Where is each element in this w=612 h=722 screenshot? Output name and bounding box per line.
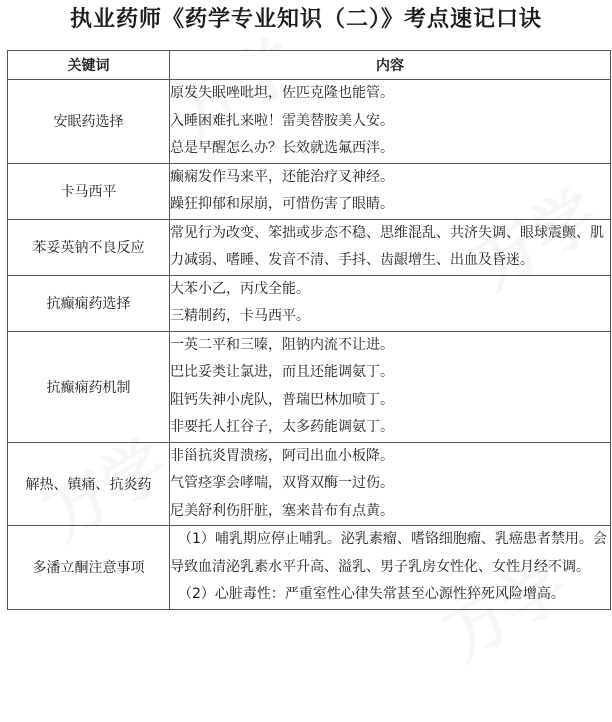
content-paragraph: 常见行为改变、笨拙或步态不稳、思维混乱、共济失调、眼球震颤、肌力减弱、嗜睡、发音不清、手抖、齿龈增生、出血及昏迷。: [170, 224, 604, 268]
header-content: 内容: [170, 51, 611, 80]
content-line: 原发失眠唑吡坦，佐匹克隆也能管。: [170, 85, 394, 101]
keyword-cell: 解热、镇痛、抗炎药: [8, 442, 170, 526]
content-cell: [170, 219, 611, 275]
content-line: 尼美舒利伤肝脏，塞来昔布有点黄。: [170, 502, 394, 519]
content-line: 阻钙失神小虎队，普瑞巴林加喷丁。: [170, 391, 394, 408]
content-line: 气管痉挛会哮喘，双肾双酶一过伤。: [170, 475, 394, 491]
keyword-cell: 卡马西平: [8, 163, 170, 219]
content-cell: [170, 442, 611, 526]
table-row: [8, 331, 611, 442]
table-row: [8, 163, 611, 219]
content-line: 三精制药，卡马西平。: [170, 308, 310, 324]
table-row: [8, 80, 611, 164]
content-cell: [170, 526, 611, 610]
table-row: [8, 442, 611, 526]
page-title: 执业药师《药学专业知识（二）》考点速记口诀: [69, 7, 542, 32]
table-row: [8, 219, 611, 275]
keyword-cell: 苯妥英钠不良反应: [8, 219, 170, 275]
keyword-cell: 抗癫痫药选择: [8, 275, 170, 331]
content-cell: [170, 163, 611, 219]
content-line: 癫痫发作马来平，还能治疗叉神经。: [170, 168, 394, 185]
content-line: 巴比妥类让氯进，而且还能调氨丁。: [170, 364, 394, 380]
keyword-cell: 抗癫痫药机制: [8, 331, 170, 442]
header-keyword: 关键词: [8, 51, 170, 80]
content-line: 非要托人扛谷子，太多药能调氨丁。: [170, 419, 394, 435]
content-cell: [170, 331, 611, 442]
content-cell: [170, 80, 611, 164]
content-cell: [170, 275, 611, 331]
keyword-cell: 多潘立酮注意事项: [8, 526, 170, 610]
keyword-cell: 安眠药选择: [8, 80, 170, 164]
table-header-row: [8, 51, 611, 80]
content-line: 躁狂抑郁和尿崩，可惜伤害了眼睛。: [170, 196, 394, 212]
content-line: 入睡困难扎来啦！雷美替胺美人安。: [170, 112, 394, 129]
content-line: 一英二平和三嗪，阻钠内流不让进。: [170, 336, 394, 353]
mnemonic-table: [7, 50, 611, 610]
content-line: 非甾抗炎胃溃疡，阿司出血小板降。: [170, 447, 394, 464]
table-row: [8, 526, 611, 610]
content-line: 大苯小乙，丙戊全能。: [170, 280, 310, 297]
content-line: 总是早醒怎么办？长效就选氟西泮。: [170, 140, 394, 156]
content-paragraph: （1）哺乳期应停止哺乳。泌乳素瘤、嗜铬细胞瘤、乳癌患者禁用。会导致血清泌乳素水平升高、溢乳、男子乳房女性化、女性月经不调。: [170, 531, 607, 575]
content-paragraph: （2）心脏毒性：严重室性心律失常甚至心源性猝死风险增高。: [178, 586, 565, 602]
table-row: [8, 275, 611, 331]
